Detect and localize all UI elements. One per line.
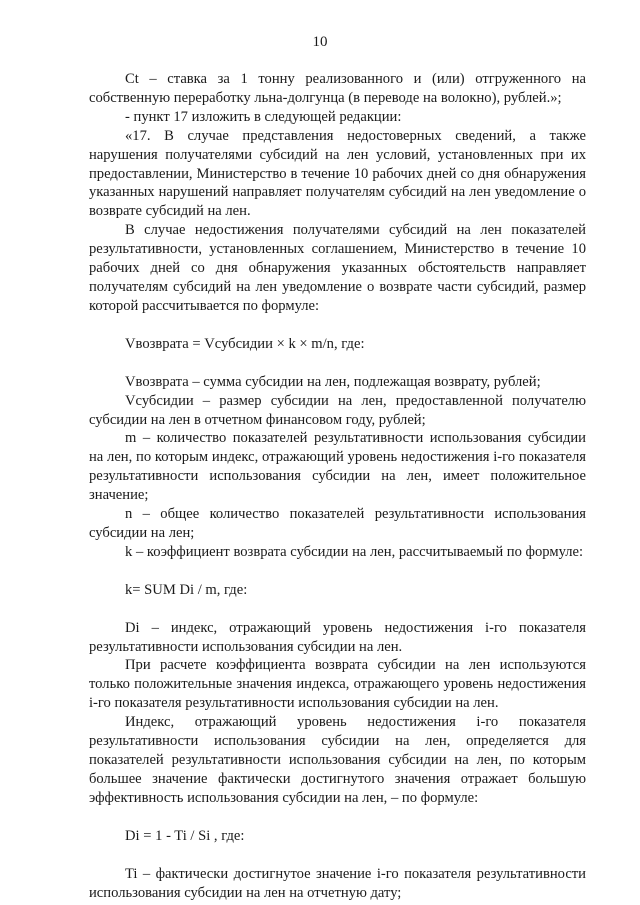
paragraph-item-17-intro: - пункт 17 изложить в следующей редакции:	[125, 108, 402, 125]
paragraph-item-17: «17. В случае представления недостоверных сведений, а также нарушения получателями субсидий на лен условий, установленных при их предоставлении, Министерство в течение 10 рабочих дней со дня обнаружения указанных нарушений направляет получателям субсидий на лен уведомление о возврате субсидий на лен.	[89, 127, 586, 220]
spacer	[89, 354, 586, 373]
paragraph-m-definition: m – количество показателей результативности использования субсидии на лен, по которым индекс, отражающий уровень недостижения i-го показателя результативности использования субсидии на лен, имеет положительное значение;	[89, 430, 586, 504]
paragraph-n-definition: n – общее количество показателей результативности использования субсидии на лен;	[89, 506, 586, 541]
spacer	[89, 562, 586, 581]
paragraph-k-definition: k – коэффициент возврата субсидии на лен, рассчитываемый по формуле:	[125, 543, 584, 560]
spacer	[89, 600, 586, 619]
paragraph-positive-values: При расчете коэффициента возврата субсидии на лен используются только положительные значения индекса, отражающего уровень недостижения i-го показателя результативности использования субсидии на лен.	[89, 657, 586, 712]
paragraph-ct-definition: Ct – ставка за 1 тонну реализованного и (или) отгруженного на собственную переработку льна-долгунца (в переводе на волокно), рублей.»;	[89, 71, 586, 106]
spacer	[89, 846, 586, 865]
document-body	[89, 70, 586, 902]
paragraph-v-subsidy-definition: Vсубсидии – размер субсидии на лен, предоставленной получателю субсидии на лен в отчетном финансовом году, рублей;	[89, 392, 586, 428]
page-number: 10	[312, 34, 328, 50]
paragraph-ti-definition: Ti – фактически достигнутое значение i-го показателя результативности использования субсидии на лен на отчетную дату;	[89, 865, 586, 901]
paragraph-index-formula-intro: Индекс, отражающий уровень недостижения i-го показателя результативности использования субсидии на лен, определяется для показателей результативности использования субсидии на лен, по которым большее значение фактически достигнутого значения отражает большую эффективность использования субсидии на лен, – по формуле:	[89, 714, 586, 806]
spacer	[89, 316, 586, 335]
spacer	[89, 808, 586, 827]
paragraph-v-return-definition: Vвозврата – сумма субсидии на лен, подлежащая возврату, рублей;	[125, 373, 541, 390]
paragraph-di-definition: Di – индекс, отражающий уровень недостижения i-го показателя результативности использования субсидии на лен.	[89, 619, 586, 655]
paragraph-nonachievement: В случае недостижения получателями субсидий на лен показателей результативности, установленных соглашением, Министерство в течение 10 рабочих дней со дня обнаружения указанных обстоятельств направляет получателям субсидий на лен уведомление о возврате части субсидий, размер которой рассчитывается по формуле:	[89, 222, 586, 314]
formula-di: Di = 1 - Ti / Si , где:	[125, 827, 245, 844]
formula-k: k= SUM Di / m, где:	[125, 581, 248, 598]
formula-v-return: Vвозврата = Vсубсидии × k × m/n, где:	[125, 335, 365, 352]
